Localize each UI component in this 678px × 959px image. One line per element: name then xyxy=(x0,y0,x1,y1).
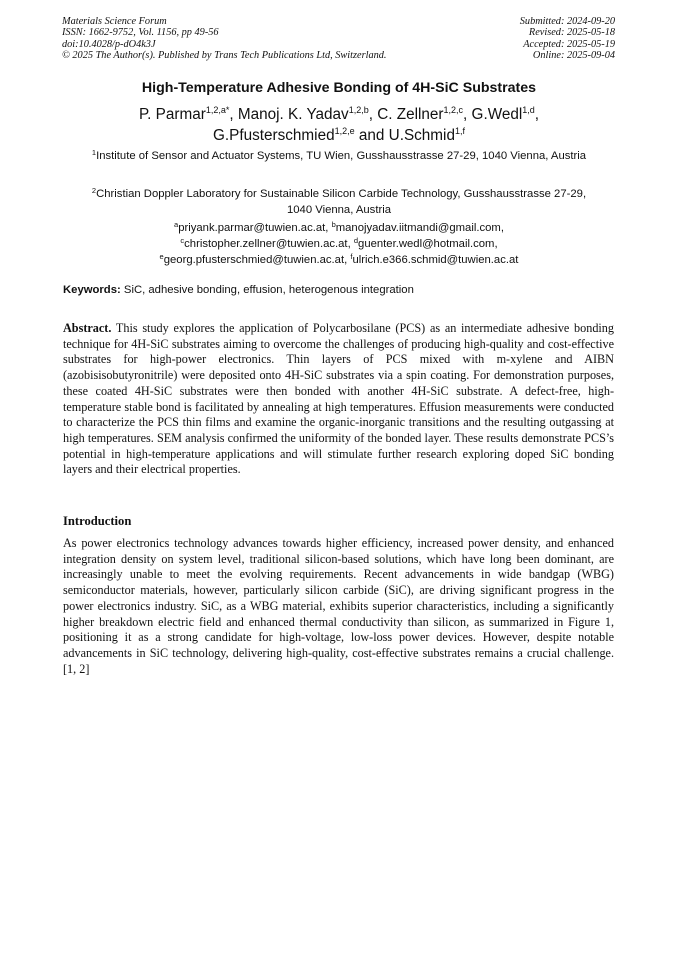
author-name: C. Zellner xyxy=(377,106,444,123)
email-link[interactable]: priyank.parmar@tuwien.ac.at xyxy=(178,222,326,234)
abstract-text: This study explores the application of Polycarbosilane (PCS) as an intermediate adhesive bonding technique for 4H-SiC substrates aiming to overcome the challenges of producing high-quality and cost-effective substrates for high-power electronics. Thin layers of PCS mixed with m-xylene and AIBN (azobisisobutyronitrile) were deposited onto 4H-SiC substrates via a spin coating. For demonstration purposes, these coated 4H-SiC substrates were then bonded with another 4H-SiC substrate. A defect-free, high-temperature stable bond is facilitated by annealing at high temperatures. Effusion measurements were conducted to characterize the PCS thin films and examine the organic-inorganic transitions and the resulting outgassing at high temperatures. SEM analysis confirmed the uniformity of the bonded layer. These results demonstrate PCS’s potential in high-temperature applications and will stimulate further research exploring doped SiC bonding layers and their electrical properties. xyxy=(63,321,614,477)
affiliation-text: Institute of Sensor and Actuator Systems, TU Wien, Gusshausstrasse 27-29, 1040 Vienna, Austria xyxy=(96,150,587,162)
paper-title: High-Temperature Adhesive Bonding of 4H-SiC Substrates xyxy=(141,80,537,96)
email-link[interactable]: georg.pfusterschmied@tuwien.ac.at xyxy=(163,254,345,266)
submission-dates xyxy=(520,16,615,62)
email-sup: c xyxy=(180,236,185,245)
email-link[interactable]: ulrich.e366.schmid@tuwien.ac.at xyxy=(352,254,519,266)
affiliation-1 xyxy=(80,148,598,164)
accepted-date: Accepted: 2025-05-19 xyxy=(523,38,615,50)
copyright-line: © 2025 The Author(s). Published by Trans Tech Publications Ltd, Switzerland. xyxy=(62,50,387,62)
revised-date: Revised: 2025-05-18 xyxy=(528,27,615,39)
affiliation-sup: 1 xyxy=(91,148,97,157)
email-sup: d xyxy=(353,236,359,245)
author-sup: 1,2,a* xyxy=(205,105,230,115)
author-sup: 1,d xyxy=(522,105,535,115)
issn-line: ISSN: 1662-9752, Vol. 1156, pp 49-56 xyxy=(62,27,219,39)
author-sep: , xyxy=(463,106,472,123)
author-name: Manoj. K. Yadav xyxy=(237,106,349,123)
author-sep: , xyxy=(229,106,238,123)
keywords-line xyxy=(63,284,623,296)
journal-name: Materials Science Forum xyxy=(62,16,167,27)
keywords-label: Keywords: xyxy=(63,284,121,296)
introduction-paragraph: As power electronics technology advances towards higher efficiency, increased power density, and enhanced integration density on system level, traditional silicon-based solutions, which have long been dominant, are increasingly unable to meet the evolving requirements. Recent advancements in wide bandgap (WBG) semiconductor materials, however, particularly silicon carbide (SiC), are driving significant progress in the power electronics industry. SiC, as a WBG material, exhibits superior characteristics, including a significantly higher breakdown electric field and enhanced thermal conductivity than silicon, as summarized in Figure 1, positioning it as a strong candidate for high-voltage, low-loss power devices. However, despite notable advancements in SiC technology, delivering high-quality, cost-effective substrates remains a crucial challenge. [1, 2] xyxy=(63,536,614,676)
author-name: G.Wedl xyxy=(471,106,523,123)
doi-line[interactable]: doi:10.4028/p-dO4k3J xyxy=(62,38,156,50)
keywords-text: SiC, adhesive bonding, effusion, heterogenous integration xyxy=(123,284,414,296)
email-link[interactable]: christopher.zellner@tuwien.ac.at xyxy=(184,238,348,250)
author-sup: 1,f xyxy=(454,126,465,136)
journal-info xyxy=(62,16,386,62)
email-list: $^a$priyank.parmar@tuwien.ac.at, $^b$manojyadav.iitmandi@gmail.com, $^c$christopher.zellner@tuwien.ac.at, $^d$guenter.wedl@hotmail.com, $^e$georg.pfusterschmied@tuwien.ac.at, $^f$ulrich.e366.schmid@tuwien.ac.at xyxy=(159,220,519,266)
submitted-date: Submitted: 2024-09-20 xyxy=(519,16,615,27)
email-sup: b xyxy=(331,220,336,229)
author-sup: 1,2,e xyxy=(334,126,355,136)
author-sup: 1,2,c xyxy=(443,105,464,115)
affiliation-text: Christian Doppler Laboratory for Sustainable Silicon Carbide Technology, Gusshausstrasse 27-29, 1040 Vienna, Austria xyxy=(96,188,587,216)
abstract-label: Abstract. xyxy=(63,321,112,335)
author-sep: , xyxy=(534,106,540,123)
email-link[interactable]: manojyadav.iitmandi@gmail.com xyxy=(335,222,501,234)
affiliation-sup: 2 xyxy=(91,186,97,195)
abstract-paragraph xyxy=(63,321,614,478)
email-sup: a xyxy=(174,220,179,229)
introduction-heading: Introduction xyxy=(63,514,132,528)
author-sep: and xyxy=(354,127,389,144)
email-sup: e xyxy=(159,252,164,261)
author-sup: 1,2,b xyxy=(348,105,369,115)
author-list xyxy=(0,104,678,146)
author-sep: , xyxy=(368,106,378,123)
online-date: Online: 2025-09-04 xyxy=(532,50,615,62)
author-name: G.Pfusterschmied xyxy=(213,127,335,144)
author-name: P. Parmar xyxy=(138,106,206,123)
affiliation-2 xyxy=(80,186,598,218)
author-name: U.Schmid xyxy=(388,127,455,144)
email-link[interactable]: guenter.wedl@hotmail.com xyxy=(358,238,495,250)
email-sup: f xyxy=(350,252,353,261)
